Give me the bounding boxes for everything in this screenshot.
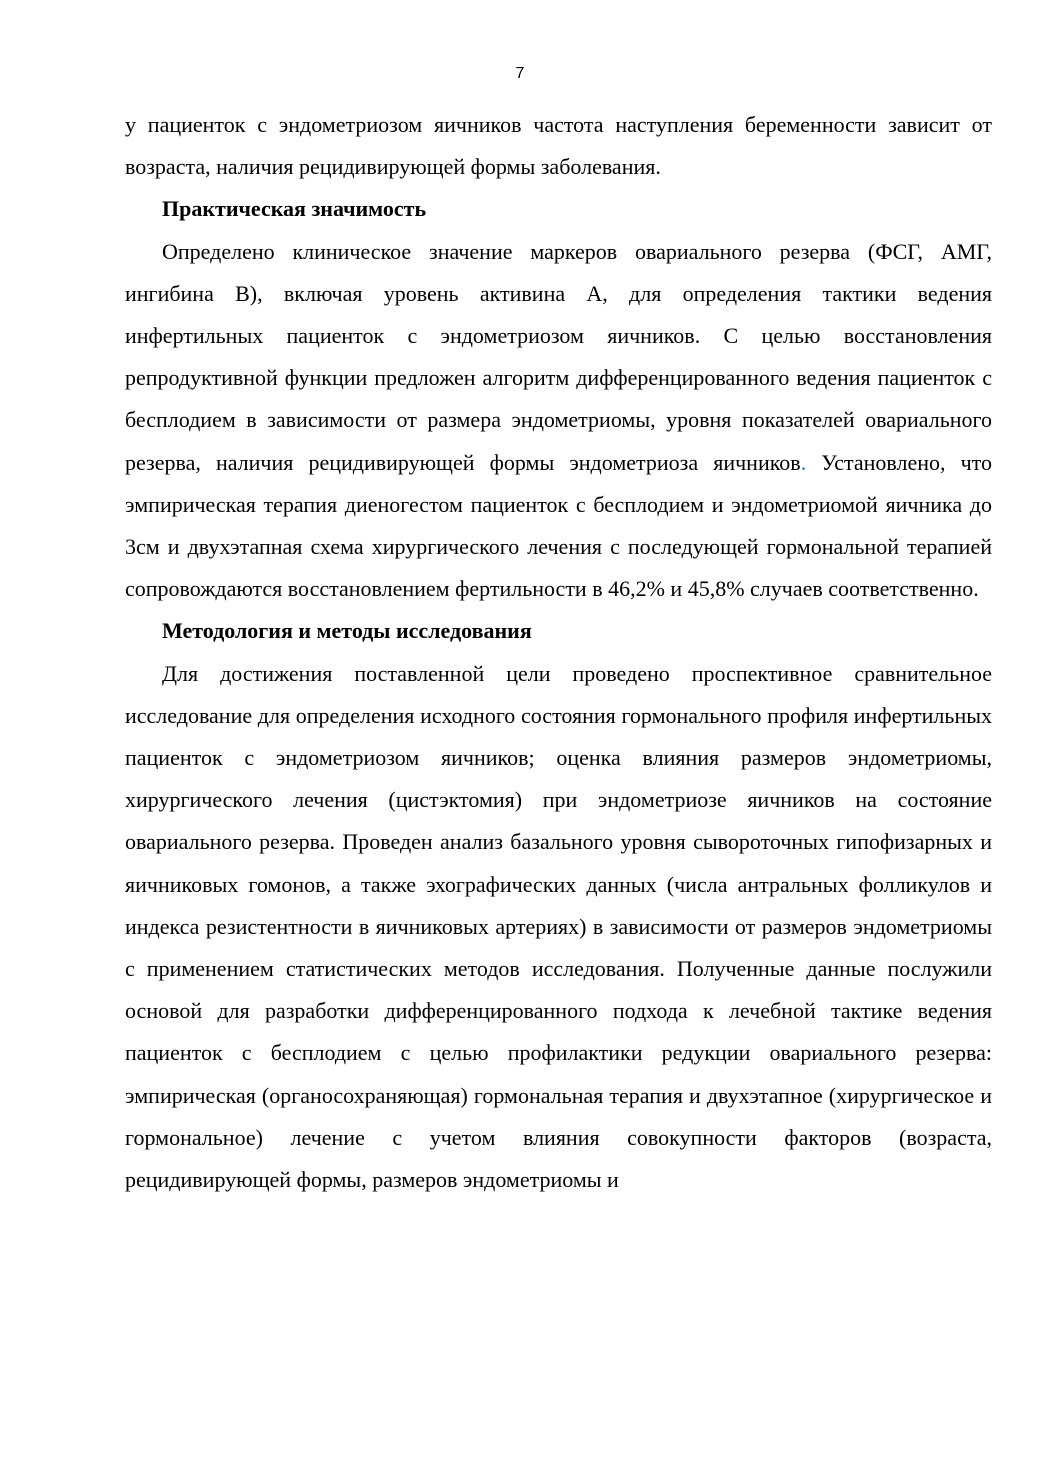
methodology-paragraph: Для достижения поставленной цели проведено проспективное сравнительное исследование для определения исходного состояния гормонального профиля инфертильных пациенток с эндометриозом яичников; оценка влияния размеров эндометриомы, хирургического лечения (цистэктомия) при эндометриозе яичников на состояние овариального резерва. Проведен анализ базального уровня сывороточных гипофизарных и яичниковых гомонов, а также эхографических данных (числа антральных фолликулов и индекса резистентности в яичниковых артериях) в зависимости от размеров эндометриомы с применением статистических методов исследования. Полученные данные послужили основой для разработки дифференцированного подхода к лечебной тактике ведения пациенток с бесплодием с целью профилактики редукции овариального резерва: эмпирическая (органосохраняющая) гормональная терапия и двухэтапное (хирургическое и гормональное) лечение с учетом влияния совокупности факторов (возраста, рецидивирующей формы, размеров эндометриомы и [125,660,992,1193]
document-body [125,104,992,1201]
intro-paragraph: у пациенток с эндометриозом яичников частота наступления беременности зависит от возраста, наличия рецидивирующей формы заболевания. [125,112,992,180]
practical-paragraph-part2: Установлено, что эмпирическая терапия диеногестом пациенток с бесплодием и эндометриомой яичника до 3см и двухэтапная схема хирургического лечения с последующей гормональной терапией сопровождаются восстановлением фертильности в 46,2% и 45,8% случаев соответственно. [125,449,993,602]
practical-paragraph-dot: . [800,449,807,475]
practical-significance-heading: Практическая значимость [162,196,427,222]
practical-significance-paragraph [125,231,992,611]
page-number: 7 [515,65,525,82]
practical-paragraph-part1: Определено клиническое значение маркеров овариального резерва (ФСГ, АМГ, ингибина В), включая уровень активина А, для определения тактики ведения инфертильных пациенток с эндометриозом яичников. С целью восстановления репродуктивной функции предложен алгоритм дифференцированного ведения пациенток с бесплодием в зависимости от размера эндометриомы, уровня показателей овариального резерва, наличия рецидивирующей формы эндометриоза яичников [125,238,992,475]
methodology-heading: Методология и методы исследования [162,618,532,644]
